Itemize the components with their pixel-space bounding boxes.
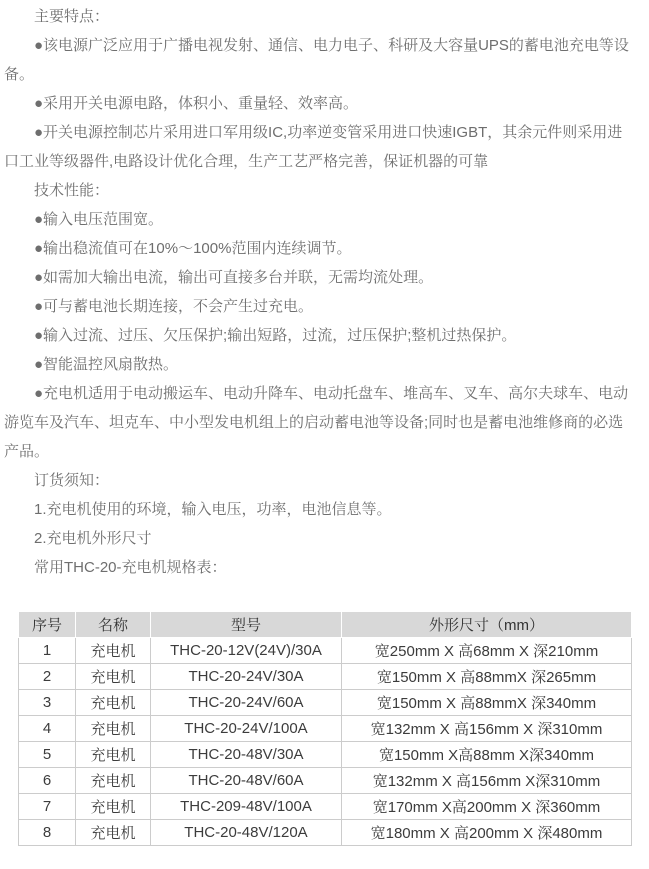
paragraph: ●可与蓄电池长期连接，不会产生过充电。 xyxy=(34,298,314,315)
table-cell: 宽180mm X 高200mm X 深480mm xyxy=(342,820,632,846)
column-header-name: 名称 xyxy=(76,612,151,638)
table-row xyxy=(19,716,632,742)
table-cell: 3 xyxy=(19,690,76,716)
paragraph: 常用THC-20-充电机规格表： xyxy=(34,559,227,576)
table-cell: THC-20-24V/30A xyxy=(151,664,342,690)
paragraph: 2.充电机外形尺寸 xyxy=(34,530,152,547)
table-cell: THC-20-48V/120A xyxy=(151,820,342,846)
paragraph: 1.充电机使用的环境，输入电压，功率，电池信息等。 xyxy=(34,501,392,518)
table-row xyxy=(19,768,632,794)
table-cell: THC-20-48V/60A xyxy=(151,768,342,794)
table-cell: 4 xyxy=(19,716,76,742)
table-row xyxy=(19,820,632,846)
table-cell: 6 xyxy=(19,768,76,794)
table-row xyxy=(19,638,632,664)
table-cell: 充电机 xyxy=(76,664,151,690)
table-cell: 充电机 xyxy=(76,716,151,742)
table-cell: THC-20-48V/30A xyxy=(151,742,342,768)
paragraph: ●输入电压范围宽。 xyxy=(34,211,164,228)
table-cell: 2 xyxy=(19,664,76,690)
table-cell: 宽170mm X高200mm X 深360mm xyxy=(342,794,632,820)
paragraph: 技术性能： xyxy=(34,182,110,199)
paragraph: 订货须知： xyxy=(34,472,110,489)
table-cell: 充电机 xyxy=(76,638,151,664)
paragraph: ●开关电源控制芯片采用进口军用级IC,功率逆变管采用进口快速IGBT，其余元件则采用进口工业等级器件,电路设计优化合理，生产工艺严格完善，保证机器的可靠 xyxy=(4,124,623,170)
table-cell: 充电机 xyxy=(76,820,151,846)
table-cell: 宽150mm X 高88mmX 深265mm xyxy=(342,664,632,690)
table-cell: 5 xyxy=(19,742,76,768)
spec-table-header xyxy=(19,612,632,638)
table-cell: 宽150mm X高88mm X深340mm xyxy=(342,742,632,768)
table-cell: 8 xyxy=(19,820,76,846)
table-cell: THC-20-12V(24V)/30A xyxy=(151,638,342,664)
paragraph: ●充电机适用于电动搬运车、电动升降车、电动托盘车、堆高车、叉车、高尔夫球车、电动游览车及汽车、坦克车、中小型发电机组上的启动蓄电池等设备;同时也是蓄电池维修商的必选产品。 xyxy=(4,385,629,460)
table-cell: 宽132mm X 高156mm X 深310mm xyxy=(342,716,632,742)
paragraph: 主要特点： xyxy=(34,8,110,25)
column-header-index: 序号 xyxy=(19,612,76,638)
paragraph: ●如需加大输出电流，输出可直接多台并联，无需均流处理。 xyxy=(34,269,434,286)
table-cell: 充电机 xyxy=(76,742,151,768)
table-cell: 宽150mm X 高88mmX 深340mm xyxy=(342,690,632,716)
table-cell: 宽132mm X 高156mm X深310mm xyxy=(342,768,632,794)
table-row xyxy=(19,794,632,820)
column-header-dimensions: 外形尺寸（mm） xyxy=(342,612,632,638)
table-cell: 充电机 xyxy=(76,794,151,820)
table-row xyxy=(19,690,632,716)
paragraph: ●输出稳流值可在10%～100%范围内连续调节。 xyxy=(34,240,352,257)
header-row xyxy=(19,612,632,638)
table-cell: THC-209-48V/100A xyxy=(151,794,342,820)
table-cell: 充电机 xyxy=(76,768,151,794)
table-cell: THC-20-24V/60A xyxy=(151,690,342,716)
table-cell: 1 xyxy=(19,638,76,664)
table-row xyxy=(19,742,632,768)
table-row xyxy=(19,664,632,690)
paragraph: ●智能温控风扇散热。 xyxy=(34,356,179,373)
product-description xyxy=(4,2,632,582)
spec-table xyxy=(18,611,632,846)
paragraph: ●采用开关电源电路，体积小、重量轻、效率高。 xyxy=(34,95,359,112)
spec-table-body xyxy=(19,638,632,846)
table-cell: THC-20-24V/100A xyxy=(151,716,342,742)
table-cell: 充电机 xyxy=(76,690,151,716)
paragraph: ●该电源广泛应用于广播电视发射、通信、电力电子、科研及大容量UPS的蓄电池充电等设备。 xyxy=(4,37,629,83)
column-header-model: 型号 xyxy=(151,612,342,638)
paragraph: ●输入过流、过压、欠压保护;输出短路，过流，过压保护;整机过热保护。 xyxy=(34,327,517,344)
table-cell: 宽250mm X 高68mm X 深210mm xyxy=(342,638,632,664)
table-cell: 7 xyxy=(19,794,76,820)
